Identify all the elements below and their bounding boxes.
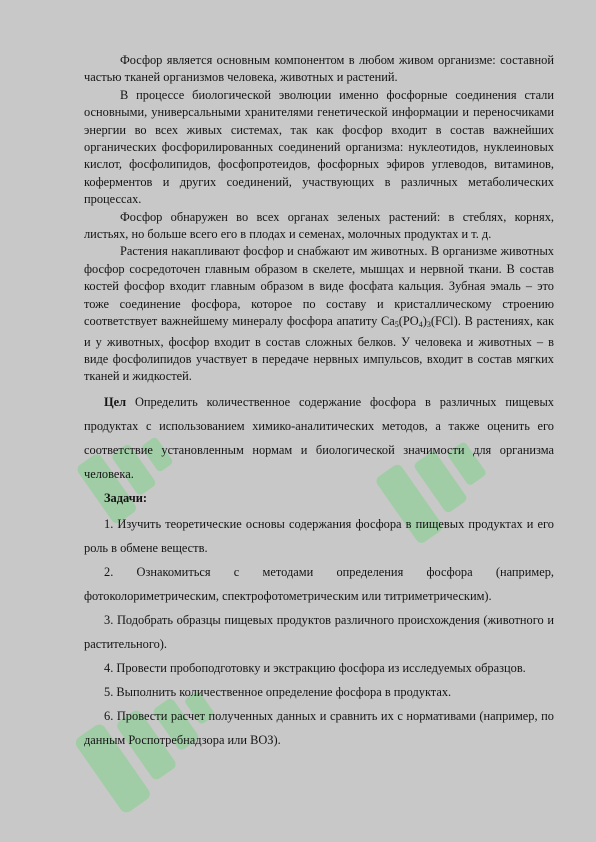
- task-item-3: 3. Подобрать образцы пищевых продуктов различного происхождения (животного и растительного).: [84, 612, 554, 651]
- task-item-6: 6. Провести расчет полученных данных и сравнить их с нормативами (например, по данным Роспотребнадзора или ВОЗ).: [84, 708, 554, 747]
- paragraph-4-text-a: Растения накапливают фосфор и снабжают им животных. В организме животных фосфор сосредоточен главным образом в скелете, мышцах и нервной ткани. В состав костей фосфор входит главным образом в виде фосфата кальция. Зубная эмаль – это тоже соединение фосфора, которое по составу и кристаллическому строению соответствует важнейшему минералу фосфора апатиту Ca: [84, 244, 554, 329]
- paragraph-2: В процессе биологической эволюции именно фосфорные соединения стали основными, универсальными хранителями генетической информации и переносчиками энергии во всех живых системах, так как фосфор входит в состав важнейших органических фосфорилированных соединений организма: нуклеотидов, нуклеиновых кислот, фосфолипидов, фосфопротеидов, фосфорных эфиров углеводов, витаминов, коферментов и других соединений, участвующих в различных метаболических процессах.: [84, 87, 554, 207]
- paragraph-4-sub-2: 4: [418, 320, 423, 330]
- task-item-4: 4. Провести пробоподготовку и экстракцию фосфора из исследуемых образцов.: [104, 660, 526, 675]
- task-item-5: 5. Выполнить количественное определение фосфора в продуктах.: [104, 684, 452, 699]
- paragraph-1: Фосфор является основным компонентом в любом живом организме: составной частью тканей организмов человека, животных и растений.: [84, 53, 554, 85]
- paragraph-4: [84, 243, 554, 385]
- task-item-1: 1. Изучить теоретические основы содержания фосфора в пищевых продуктах и его роль в обмене веществ.: [84, 516, 554, 555]
- paragraph-3: Фосфор обнаружен во всех органах зеленых растений: в стеблях, корнях, листьях, но больше всего его в плодах и семенах, молочных продуктах и т. д.: [84, 209, 554, 242]
- document-page: [84, 52, 554, 752]
- paragraph-4-sub-3: 3: [426, 320, 431, 330]
- paragraph-4-sub-1: 5: [394, 320, 399, 330]
- goal-label: Цел: [104, 394, 127, 409]
- paragraph-4-text-d: (FCl). В растениях, как и у животных, фосфор входит в состав сложных белков. У человека и животных – в виде фосфолипидов участвует в передаче нервных импульсов, входит в состав мягких тканей и жидкостей.: [84, 314, 554, 384]
- tasks-heading: Задачи:: [104, 490, 147, 505]
- paragraph-4-text-b: (PO: [398, 314, 419, 329]
- paragraph-4-text-c: ): [422, 314, 427, 329]
- goal-paragraph: [84, 390, 554, 486]
- task-item-2: 2. Ознакомиться с методами определения фосфора (например, фотоколориметрическим, спектрофотометрическим или титриметрическим).: [84, 564, 554, 603]
- goal-text: Определить количественное содержание фосфора в различных пищевых продуктах с использованием химико-аналитических методов, а также оценить его соответствие установленным нормам и биологической значимости для организма человека.: [84, 394, 554, 481]
